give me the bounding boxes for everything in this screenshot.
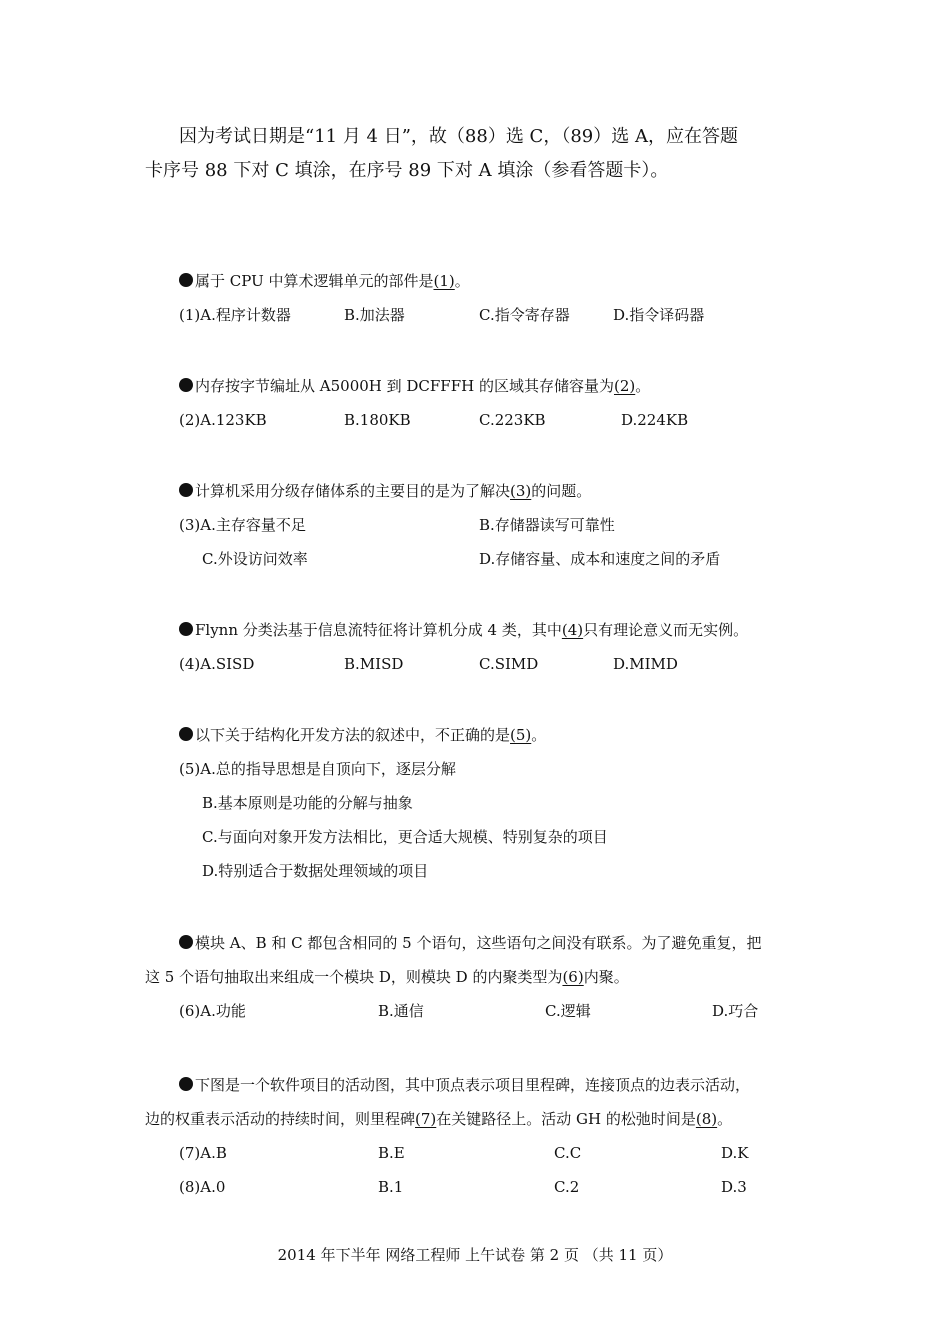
question-4-options [145,647,825,681]
question-6-stem-line-2: 这 5 个语句抽取出来组成一个模块 D，则模块 D 的内聚类型为(6)内聚。 [145,968,629,986]
question-4 [145,613,825,681]
question-2 [145,369,825,437]
option-c: C.SIMD [479,655,539,673]
question-6-stem-line-1: 模块 A、B 和 C 都包含相同的 5 个语句，这些语句之间没有联系。为了避免重复，把 [145,926,825,960]
option-d: D.特别适合于数据处理领域的项目 [202,862,429,880]
intro-line-1: 因为考试日期是“11 月 4 日”，故（88）选 C，（89）选 A，应在答题 [179,126,738,147]
question-1-options [145,298,825,332]
option-c: C.223KB [479,411,546,429]
option-d: D.K [721,1144,749,1162]
answer-blank: (4) [561,621,584,639]
option-c: C.逻辑 [545,1002,591,1020]
answer-blank: (3) [510,482,532,500]
option-a: (4)A.SISD [179,655,255,673]
option-a: (1)A.程序计数器 [179,306,291,324]
option-a: (2)A.123KB [179,411,267,429]
question-5 [145,718,825,888]
answer-blank: (7) [415,1110,437,1128]
answer-blank: (1) [433,272,455,290]
question-8-options [145,1170,825,1204]
option-d: D.存储容量、成本和速度之间的矛盾 [479,550,721,568]
question-1-stem: 属于 CPU 中算术逻辑单元的部件是(1)。 [145,264,825,298]
option-b: B.E [378,1144,405,1162]
bullet-icon [179,273,193,287]
bullet-icon [179,1077,193,1091]
option-a: (7)A.B [179,1144,227,1162]
option-b: B.180KB [344,411,411,429]
question-7-8-stem-line-1: 下图是一个软件项目的活动图，其中顶点表示项目里程碑，连接顶点的边表示活动， [145,1068,825,1102]
question-7-8-stem-line-2: 边的权重表示活动的持续时间，则里程碑(7)在关键路径上。活动 GH 的松弛时间是(8)。 [145,1110,733,1128]
question-4-stem: Flynn 分类法基于信息流特征将计算机分成 4 类，其中(4)只有理论意义而无实例。 [145,613,825,647]
option-c: C.外设访问效率 [202,550,308,568]
option-c: C.C [554,1144,582,1162]
option-c: C.与面向对象开发方法相比，更合适大规模、特别复杂的项目 [202,828,608,846]
option-d: D.3 [721,1178,747,1196]
option-a: (3)A.主存容量不足 [179,516,306,534]
question-1 [145,264,825,332]
option-b: B.基本原则是功能的分解与抽象 [202,794,413,812]
answer-blank: (2) [613,377,636,395]
option-c: C.指令寄存器 [479,306,570,324]
option-b: B.1 [378,1178,404,1196]
question-3-options-row1 [145,508,825,542]
option-b: B.加法器 [344,306,405,324]
option-b: B.通信 [378,1002,424,1020]
question-3-stem: 计算机采用分级存储体系的主要目的是为了解决(3)的问题。 [145,474,825,508]
question-2-stem: 内存按字节编址从 A5000H 到 DCFFFH 的区域其存储容量为(2)。 [145,369,825,403]
bullet-icon [179,483,193,497]
bullet-icon [179,378,193,392]
option-b: B.存储器读写可靠性 [479,516,615,534]
question-7-options [145,1136,825,1170]
option-b: B.MISD [344,655,404,673]
option-d: D.指令译码器 [613,306,705,324]
option-d: D.224KB [621,411,689,429]
bullet-icon [179,622,193,636]
answer-blank: (6) [562,968,584,986]
question-3 [145,474,825,576]
intro-line-2: 卡序号 88 下对 C 填涂，在序号 89 下对 A 填涂（参看答题卡）。 [145,160,669,181]
question-5-stem: 以下关于结构化开发方法的叙述中，不正确的是(5)。 [145,718,825,752]
question-6-options [145,994,825,1028]
question-2-options [145,403,825,437]
intro-paragraph [145,120,810,188]
option-a: (8)A.0 [179,1178,226,1196]
question-3-options-row2 [145,542,825,576]
option-a: (6)A.功能 [179,1002,246,1020]
option-d: D.巧合 [712,1002,759,1020]
bullet-icon [179,727,193,741]
question-7-8 [145,1068,825,1204]
question-6 [145,926,825,1028]
answer-blank: (5) [510,726,532,744]
bullet-icon [179,935,193,949]
option-d: D.MIMD [613,655,678,673]
answer-blank: (8) [695,1110,718,1128]
option-c: C.2 [554,1178,580,1196]
page-footer: 2014 年下半年 网络工程师 上午试卷 第 2 页 （共 11 页） [277,1246,673,1264]
option-a: (5)A.总的指导思想是自顶向下，逐层分解 [179,760,456,778]
